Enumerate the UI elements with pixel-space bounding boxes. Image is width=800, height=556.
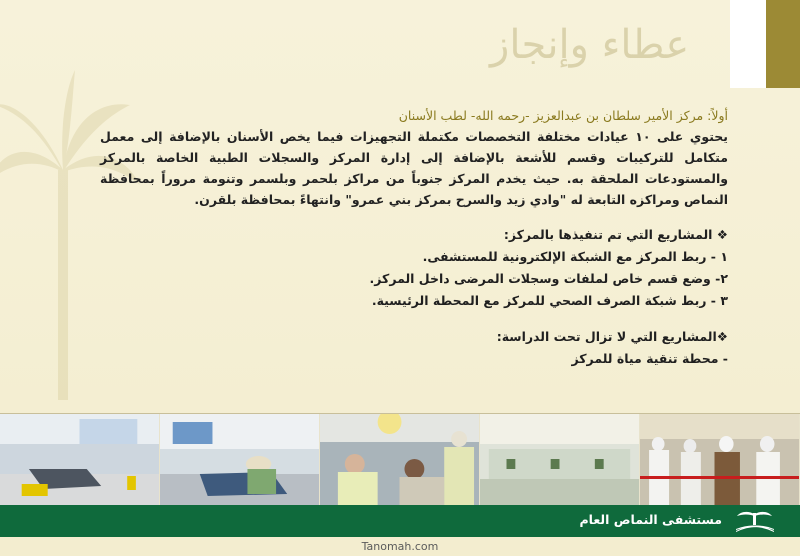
website-credit: Tanomah.com (361, 540, 439, 553)
completed-projects-heading: ❖ المشاريع التي تم تنفيذها بالمركز: (503, 227, 728, 242)
top-band-white (730, 0, 766, 88)
section-paragraph: يحتوي على ١٠ عيادات مختلفة التخصصات مكتملة التجهيزات فيما يخص الأسنان بالإضافة إلى معمل متكامل للتركيبات وقسم للأشعة بالإضافة إلى إدارة المركز والسجلات الطبية الخاصة بالمركز والمستودعات الملحقة به. حيث يخدم المركز جنوباً من مراكز بلحمر وبلسمر وتنومة مروراً بمحافظة النماص ومراكزه التابعة له "وادي زيد والسرح بمركز بني عمرو" وانتهاءً بمحافظة بلقرن. (100, 129, 728, 207)
dental-lab-photo (480, 414, 640, 506)
dental-clinic-photo (160, 414, 320, 506)
content-block (100, 106, 728, 370)
top-band-gold (766, 0, 800, 88)
study-project-item: - محطة تنقية مياة للمركز (571, 351, 728, 366)
ribbon-cutting-photo (640, 414, 800, 506)
completed-project-item: ٢- وضع قسم خاص لملفات وسجلات المرضى داخل المركز. (369, 271, 728, 286)
dental-clinic-photo (0, 414, 160, 506)
palm-swords-logo-icon (732, 509, 778, 533)
section-heading: أولاً: مركز الأمير سلطان بن عبدالعزيز -رحمه الله- لطب الأسنان (398, 108, 728, 123)
completed-project-item: ٣ - ربط شبكة الصرف الصحي للمركز مع المحطة الرئيسية. (371, 293, 728, 308)
study-projects-heading: ❖المشاريع التي لا تزال تحت الدراسة: (496, 329, 728, 344)
organization-name: مستشفى النماص العام (579, 512, 722, 527)
completed-project-item: ١ - ربط المركز مع الشبكة الإلكترونية للمستشفى. (422, 249, 728, 264)
dental-treatment-photo (320, 414, 480, 506)
page-title: عطاء وإنجاز (490, 22, 690, 68)
photo-strip (0, 413, 800, 505)
